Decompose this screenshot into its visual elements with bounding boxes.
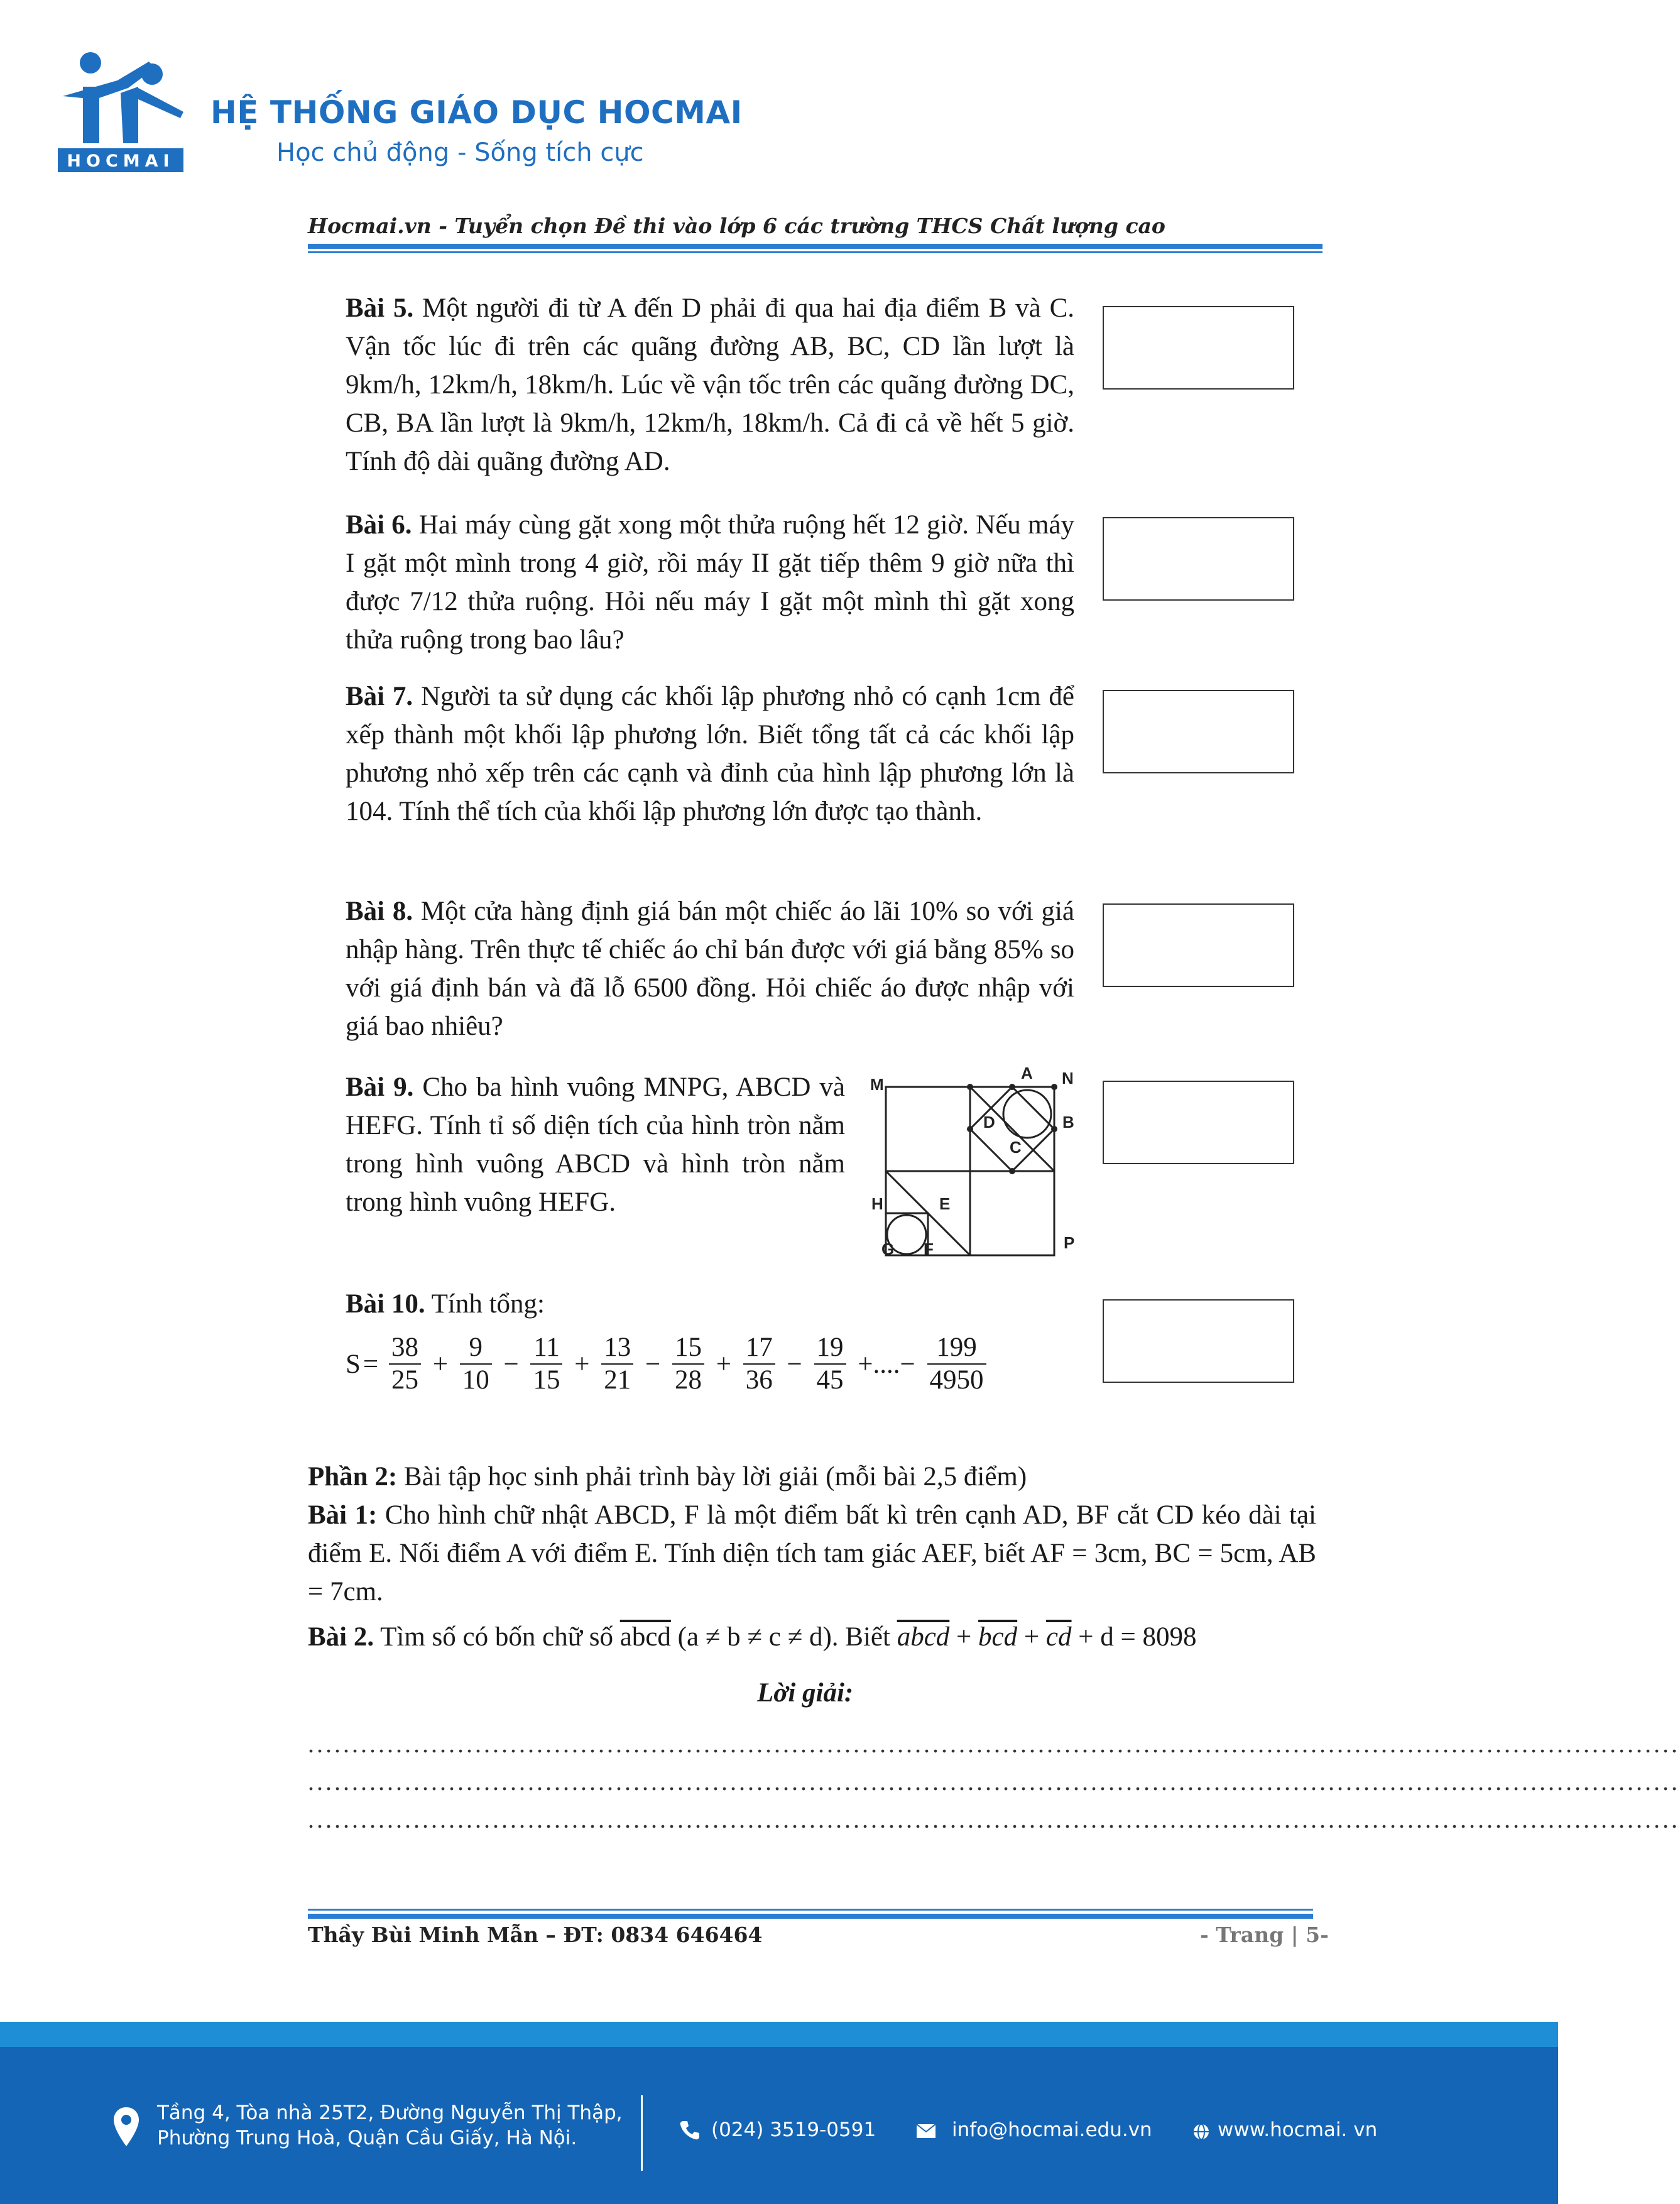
problem-text: Một cửa hàng định giá bán một chiếc áo lãi 10% so với giá nhập hàng. Trên thực tế chiếc áo chỉ bán được với giá bằng 85% so với giá định bán và đã lỗ 6500 đồng. Hỏi chiếc áo được nhập với giá bao nhiêu? <box>346 897 1074 1041</box>
problem-text: Hai máy cùng gặt xong một thửa ruộng hết 12 giờ. Nếu máy I gặt một mình trong 4 giờ, rồi máy II gặt tiếp thêm 9 giờ nữa thì được 7/12 thửa ruộng. Hỏi nếu máy I gặt một mình thì gặt xong thửa ruộng trong bao lâu? <box>346 510 1074 655</box>
email-icon <box>916 2124 936 2139</box>
problem-label: Bài 10. <box>346 1289 425 1319</box>
figure-label-E: E <box>939 1194 951 1213</box>
footer-band-top <box>0 2022 1558 2047</box>
location-icon <box>112 2106 141 2147</box>
part2-bai1: Bài 1: Cho hình chữ nhật ABCD, F là một điểm bất kì trên cạnh AD, BF cắt CD kéo dài tại điểm E. Nối điểm A với điểm E. Tính diện tích tam giác AEF, biết AF = 3cm, BC = 5cm, AB = 7cm. <box>308 1500 1317 1607</box>
problem-6 <box>346 506 1074 659</box>
figure-label-A: A <box>1021 1064 1033 1083</box>
problem-label: Bài 9. <box>346 1072 414 1102</box>
footer-website[interactable]: www.hocmai. vn <box>1218 2119 1378 2141</box>
running-head: Hocmai.vn - Tuyển chọn Đề thi vào lớp 6 các trường THCS Chất lượng cao <box>308 214 1165 238</box>
footer-signature: Thầy Bùi Minh Mẫn – ĐT: 0834 646464 <box>308 1923 763 1947</box>
figure-label-F: F <box>924 1240 934 1258</box>
problem-label: Bài 5. <box>346 293 414 323</box>
logo-text: HOCMAI <box>67 151 175 171</box>
figure-label-G: G <box>881 1240 895 1258</box>
part2-heading: Phần 2: Bài tập học sinh phải trình bày lời giải (mỗi bài 2,5 điểm) <box>308 1462 1027 1492</box>
figure-label-P: P <box>1064 1233 1075 1252</box>
problem-9 <box>346 1068 845 1221</box>
problem-label: Bài 7. <box>346 682 413 711</box>
answer-box-5[interactable] <box>1103 306 1294 390</box>
footer-rule <box>308 1914 1313 1919</box>
fraction: $\frac{9}{10}$ <box>460 1332 492 1396</box>
phone-icon <box>679 2119 701 2141</box>
footer-rule-thin <box>308 1909 1313 1911</box>
footer-phone[interactable]: (024) 3519-0591 <box>711 2119 876 2141</box>
squares-figure <box>864 1065 1090 1266</box>
answer-box-6[interactable] <box>1103 517 1294 601</box>
fraction: $\frac{11}{15}$ <box>530 1332 562 1396</box>
problem-label: Bài 6. <box>346 510 412 540</box>
answer-box-8[interactable] <box>1103 903 1294 987</box>
footer-email[interactable]: info@hocmai.edu.vn <box>952 2119 1152 2141</box>
problem-text: Người ta sử dụng các khối lập phương nhỏ có cạnh 1cm để xếp thành một khối lập phương lớn. Biết tổng tất cả các khối lập phương nhỏ xếp trên các cạnh và đỉnh của hình lập phương lớn là 104. Tính thể tích của khối lập phương lớn được tạo thành. <box>346 682 1074 826</box>
figure-label-H: H <box>871 1194 883 1213</box>
figure-label-B: B <box>1062 1113 1074 1132</box>
problem-5 <box>346 289 1074 481</box>
header-rule <box>308 244 1323 249</box>
fraction: $\frac{199}{4950}$ <box>927 1332 986 1396</box>
fraction: $\frac{15}{28}$ <box>672 1332 704 1396</box>
problem-text: Cho ba hình vuông MNPG, ABCD và HEFG. Tính tỉ số diện tích của hình tròn nằm trong hình vuông ABCD và hình tròn nằm trong hình vuông HEFG. <box>346 1072 845 1217</box>
sum-expression: S= $\frac{38}{25}$ + $\frac{9}{10}$ − $\frac{11}{15}$ + $\frac{13}{21}$ − $\frac{15}{28}$ + $\frac{17}{36}$ − $\frac{19}{45}$ +....− $\frac{199}{4950}$ <box>346 1332 988 1396</box>
problem-text: Tính tổng: <box>431 1289 545 1319</box>
hocmai-logo <box>58 49 190 175</box>
fraction: $\frac{17}{36}$ <box>743 1332 775 1396</box>
problem-10 <box>346 1285 1074 1323</box>
answer-box-9[interactable] <box>1103 1081 1294 1164</box>
problem-label: Bài 8. <box>346 897 413 926</box>
brand-slogan: Học chủ động - Sống tích cực <box>276 138 644 167</box>
figure-label-C: C <box>1010 1138 1022 1157</box>
figure-label-N: N <box>1062 1069 1074 1088</box>
answer-line[interactable]: ............................................................................................................................................................ <box>308 1805 1680 1833</box>
solution-title: Lời giải: <box>757 1678 854 1708</box>
address-line-1: Tầng 4, Tòa nhà 25T2, Đường Nguyễn Thị Thập, <box>157 2102 623 2124</box>
figure-label-D: D <box>983 1113 995 1132</box>
answer-box-10[interactable] <box>1103 1299 1294 1383</box>
fraction: $\frac{38}{25}$ <box>389 1332 421 1396</box>
fraction: $\frac{13}{21}$ <box>601 1332 633 1396</box>
problem-7 <box>346 677 1074 831</box>
answer-line[interactable]: ............................................................................................................................................................ <box>308 1767 1680 1796</box>
header-rule-thin <box>308 251 1323 253</box>
fraction: $\frac{19}{45}$ <box>814 1332 846 1396</box>
footer-divider <box>641 2095 643 2171</box>
globe-icon <box>1192 2123 1210 2141</box>
figure-label-M: M <box>870 1075 884 1094</box>
problem-8 <box>346 892 1074 1045</box>
address-line-2: Phường Trung Hoà, Quận Cầu Giấy, Hà Nội. <box>157 2127 577 2149</box>
brand-title: HỆ THỐNG GIÁO DỤC HOCMAI <box>210 94 743 131</box>
answer-box-7[interactable] <box>1103 690 1294 773</box>
page-number: - Trang | 5- <box>1200 1923 1329 1947</box>
problem-text: Một người đi từ A đến D phải đi qua hai địa điểm B và C. Vận tốc lúc đi trên các quãng đường AB, BC, CD lần lượt là 9km/h, 12km/h, 18km/h. Lúc về vận tốc trên các quãng đường DC, CB, BA lần lượt là 9km/h, 12km/h, 18km/h. Cả đi cả về hết 5 giờ. Tính độ dài quãng đường AD. <box>346 293 1074 476</box>
part2-bai2: Bài 2. Tìm số có bốn chữ số abcd (a ≠ b ≠ c ≠ d). Biết abcd + $\overline{bcd} + \overline{cd} + d = 8098$ <box>308 1622 1197 1652</box>
answer-line[interactable]: ............................................................................................................................................................ <box>308 1730 1680 1758</box>
